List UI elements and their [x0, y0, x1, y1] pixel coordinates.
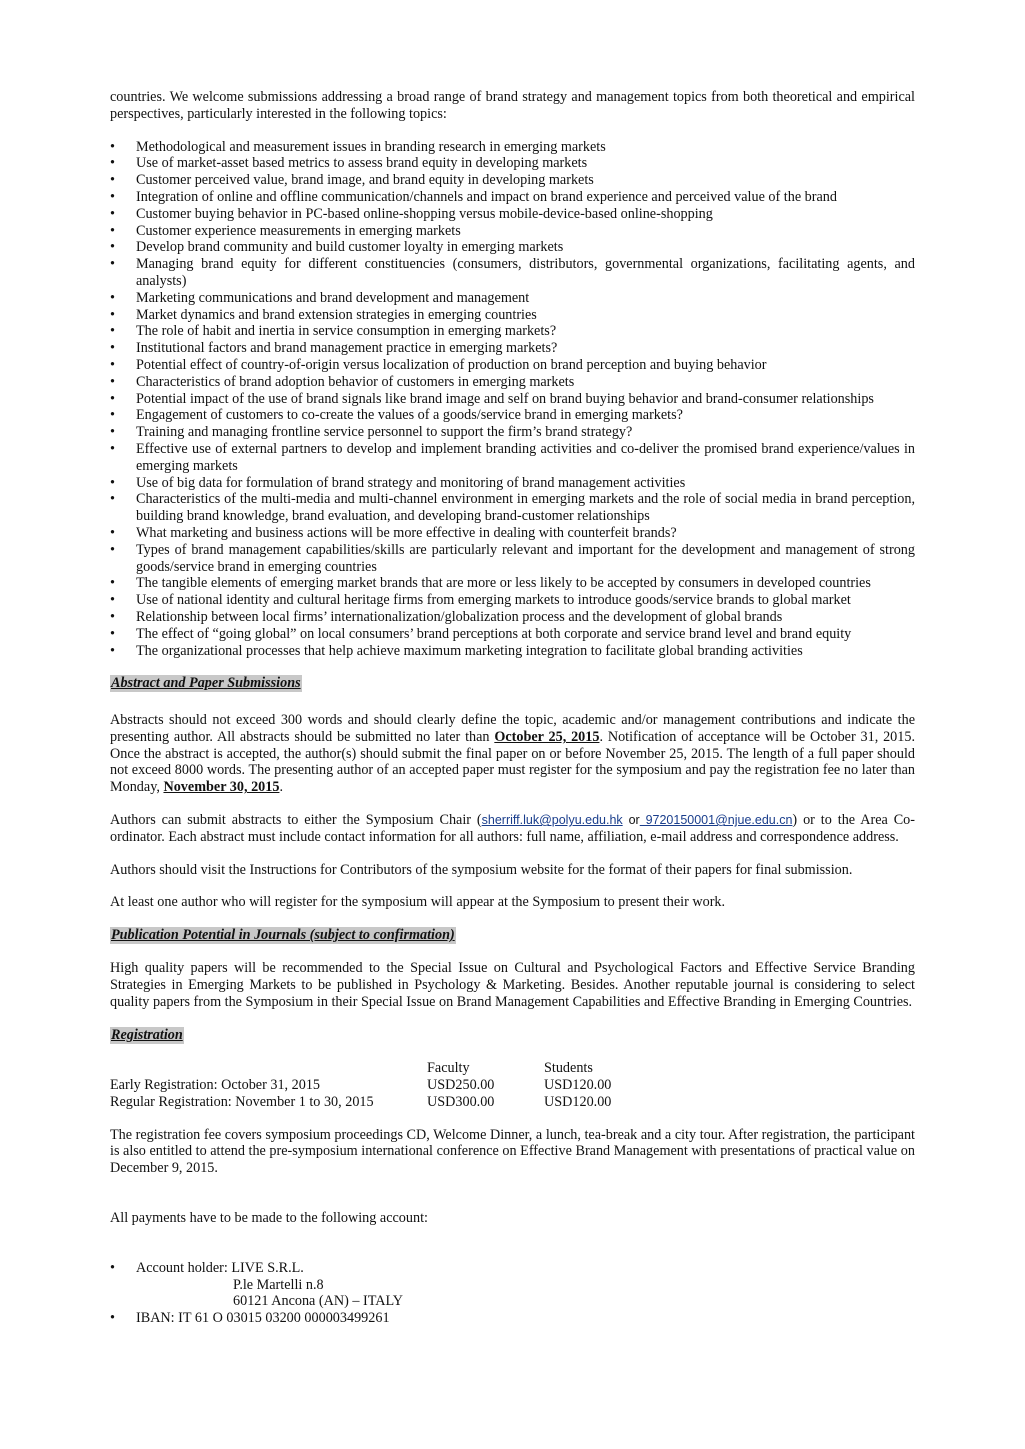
- topic-text: Market dynamics and brand extension strategies in emerging countries: [136, 306, 537, 323]
- bullet-icon: •: [110, 625, 115, 642]
- topic-item: [110, 391, 915, 408]
- topic-text: Characteristics of the multi-media and multi-channel environment in emerging markets and the role of social media in brand perception, building brand knowledge, brand evaluation, and developing brand-customer relationships: [136, 491, 915, 525]
- abstract-paragraph-2: [110, 812, 915, 846]
- fee-row-faculty: USD250.00: [427, 1077, 495, 1094]
- fee-table-header: [110, 1060, 611, 1077]
- iban-item: [110, 1310, 915, 1327]
- bullet-icon: •: [110, 205, 115, 222]
- fee-row-faculty: USD300.00: [427, 1093, 495, 1110]
- topic-item: [110, 256, 915, 290]
- topic-text: Institutional factors and brand management practice in emerging markets?: [136, 340, 558, 357]
- bullet-icon: •: [110, 1310, 115, 1327]
- fee-row-label: Early Registration: October 31, 2015: [110, 1077, 321, 1094]
- topic-item: [110, 206, 915, 223]
- account-list: [110, 1260, 915, 1327]
- bullet-icon: •: [110, 155, 115, 172]
- topic-item: [110, 357, 915, 374]
- topic-item: [110, 407, 915, 424]
- topic-item: [110, 155, 915, 172]
- topic-text: Potential impact of the use of brand signals like brand image and self on brand buying behavior and brand-consumer relationships: [136, 390, 874, 407]
- account-holder-label: Account holder: LIVE S.R.L.: [136, 1259, 304, 1276]
- bullet-icon: •: [110, 440, 115, 457]
- registration-paragraph: The registration fee covers symposium proceedings CD, Welcome Dinner, a lunch, tea-break and a city tour. After registration, the participant is also entitled to attend the pre-symposium international conference on Effective Brand Management with presentations of practical value on December 9, 2015.: [110, 1126, 915, 1177]
- topic-text: Types of brand management capabilities/skills are particularly relevant and important for the development and management of strong goods/service brand in emerging countries: [136, 541, 915, 575]
- account-address-line-2: 60121 Ancona (AN) – ITALY: [233, 1293, 404, 1310]
- registration-deadline-date: November 30, 2015: [163, 779, 280, 796]
- abstract-heading: Abstract and Paper Submissions: [111, 675, 301, 692]
- topic-item: [110, 323, 915, 340]
- iban-text: IBAN: IT 61 O 03015 03200 000003499261: [136, 1310, 390, 1327]
- topic-item: [110, 139, 915, 156]
- fee-row: [110, 1077, 611, 1094]
- bullet-icon: •: [110, 608, 115, 625]
- publication-heading: Publication Potential in Journals (subject to confirmation): [111, 927, 455, 944]
- topic-text: The tangible elements of emerging market brands that are more or less likely to be accepted by consumers in developed countries: [136, 575, 871, 592]
- topic-item: [110, 491, 915, 525]
- topic-text: Relationship between local firms’ internationalization/globalization process and the development of global brands: [136, 608, 783, 625]
- registration-fee-table: [110, 1060, 611, 1110]
- topic-item: [110, 340, 915, 357]
- bullet-icon: •: [110, 373, 115, 390]
- topic-item: [110, 223, 915, 240]
- bullet-icon: •: [110, 172, 115, 189]
- topic-text: Managing brand equity for different constituencies (consumers, distributors, governmental organizations, facilitating agents, and analysts): [136, 256, 915, 289]
- fee-header-students: Students: [544, 1060, 593, 1077]
- topic-item: [110, 374, 915, 391]
- topic-text: Customer experience measurements in emerging markets: [136, 222, 461, 239]
- bullet-icon: •: [110, 1259, 115, 1276]
- bullet-icon: •: [110, 222, 115, 239]
- bullet-icon: •: [110, 424, 115, 441]
- bullet-icon: •: [110, 541, 115, 558]
- bullet-icon: •: [110, 356, 115, 373]
- fee-row-students: USD120.00: [544, 1093, 612, 1110]
- topic-text: Characteristics of brand adoption behavior of customers in emerging markets: [136, 373, 575, 390]
- topic-item: [110, 542, 915, 576]
- topic-text: The effect of “going global” on local consumers’ brand perceptions at both corporate and service brand level and brand equity: [136, 625, 852, 642]
- fee-row: [110, 1094, 611, 1111]
- topic-text: The role of habit and inertia in service consumption in emerging markets?: [136, 323, 557, 340]
- abstract-paragraph-3: Authors should visit the Instructions for Contributors of the symposium website for the format of their papers for final submission.: [110, 861, 853, 878]
- bullet-icon: •: [110, 491, 115, 508]
- bullet-icon: •: [110, 474, 115, 491]
- topic-text: Integration of online and offline communication/channels and impact on brand experience and perceived value of the brand: [136, 188, 837, 205]
- abstract-deadline-date: October 25, 2015: [494, 728, 600, 745]
- bullet-icon: •: [110, 138, 115, 155]
- bullet-icon: •: [110, 390, 115, 407]
- topic-list: [110, 139, 915, 660]
- account-holder-item: [110, 1260, 915, 1310]
- publication-paragraph: High quality papers will be recommended to the Special Issue on Cultural and Psychological Factors and Effective Service Branding Strategies in Emerging Markets to be published in Psychology & Marketing. Besides. Another reputable journal is considering to select quality papers from the Symposium in their Special Issue on Brand Management Capabilities and Effective Branding in Emerging Countries.: [110, 960, 915, 1010]
- fee-header-faculty: Faculty: [427, 1060, 470, 1077]
- abstract-text-a: Abstracts should not exceed 300 words and should clearly define the topic, academic and/or management contributions and indicate the presenting author. All abstracts should be submitted no later than: [110, 712, 915, 745]
- topic-item: [110, 290, 915, 307]
- abstract-paragraph-4: At least one author who will register for the symposium will appear at the Symposium to present their work.: [110, 894, 726, 911]
- bullet-icon: •: [110, 239, 115, 256]
- topic-text: Use of market-asset based metrics to assess brand equity in developing markets: [136, 155, 588, 172]
- topic-text: Use of big data for formulation of brand strategy and monitoring of brand management activities: [136, 474, 686, 491]
- account-address-line-1: P.le Martelli n.8: [233, 1276, 324, 1293]
- fee-row-label: Regular Registration: November 1 to 30, 2015: [110, 1093, 374, 1110]
- section-heading-publication: [110, 927, 915, 944]
- bullet-icon: •: [110, 340, 115, 357]
- bullet-icon: •: [110, 592, 115, 609]
- abstract-paragraph-1: [110, 712, 915, 796]
- bullet-icon: •: [110, 575, 115, 592]
- topic-text: Training and managing frontline service personnel to support the firm’s brand strategy?: [136, 424, 633, 441]
- topic-item: [110, 424, 915, 441]
- topic-item: [110, 609, 915, 626]
- intro-paragraph: countries. We welcome submissions addressing a broad range of brand strategy and management topics from both theoretical and empirical perspectives, particularly interested in the following topics:: [110, 89, 915, 122]
- contact-text-b: ) or to the Area Co-ordinator. Each abstract must include contact information for all authors: full name, affiliation, e-mail address and correspondence address.: [110, 812, 915, 845]
- abstract-text-b: . Notification of acceptance will be October 31, 2015. Once the abstract is accepted, the author(s) should submit the final paper on or before November 25, 2015. The length of a full paper should not exceed 8000 words. The presenting author of an accepted paper must register for the symposium and pay the registration fee no later than Monday,: [110, 728, 915, 796]
- topic-item: [110, 239, 915, 256]
- topic-item: [110, 525, 915, 542]
- topic-text: Customer perceived value, brand image, and brand equity in developing markets: [136, 172, 594, 189]
- bullet-icon: •: [110, 642, 115, 659]
- or-text: or: [628, 813, 640, 828]
- topic-item: [110, 592, 915, 609]
- coordinator-email-link[interactable]: 9720150001@njue.edu.cn: [639, 813, 793, 828]
- fee-header-empty: [110, 1060, 427, 1077]
- topic-text: Use of national identity and cultural heritage firms from emerging markets to introduce goods/service brands to global market: [136, 592, 851, 609]
- topic-item: [110, 441, 915, 475]
- topic-text: Effective use of external partners to develop and implement branding activities and co-deliver the promised brand experience/values in emerging markets: [136, 440, 915, 474]
- topic-item: [110, 643, 915, 660]
- topic-item: [110, 575, 915, 592]
- bullet-icon: •: [110, 323, 115, 340]
- topic-item: [110, 626, 915, 643]
- section-heading-abstract: [110, 675, 915, 692]
- topic-text: What marketing and business actions will be more effective in dealing with counterfeit brands?: [136, 524, 677, 541]
- topic-item: [110, 172, 915, 189]
- topic-text: Methodological and measurement issues in branding research in emerging markets: [136, 138, 606, 155]
- topic-text: Customer buying behavior in PC-based online-shopping versus mobile-device-based online-shopping: [136, 205, 713, 222]
- document-page: [110, 89, 915, 1327]
- topic-text: Develop brand community and build customer loyalty in emerging markets: [136, 239, 564, 256]
- topic-text: The organizational processes that help achieve maximum marketing integration to facilitate global branding activities: [136, 642, 803, 659]
- section-heading-registration: [110, 1027, 915, 1044]
- topic-item: [110, 475, 915, 492]
- registration-heading: Registration: [111, 1027, 183, 1044]
- payment-paragraph: All payments have to be made to the following account:: [110, 1210, 428, 1227]
- abstract-text-c: .: [279, 779, 283, 796]
- bullet-icon: •: [110, 188, 115, 205]
- bullet-icon: •: [110, 289, 115, 306]
- contact-text-a: Authors can submit abstracts to either the Symposium Chair (: [110, 812, 482, 829]
- bullet-icon: •: [110, 407, 115, 424]
- topic-text: Potential effect of country-of-origin versus localization of production on brand perception and buying behavior: [136, 356, 767, 373]
- bullet-icon: •: [110, 524, 115, 541]
- topic-text: Marketing communications and brand development and management: [136, 289, 530, 306]
- bullet-icon: •: [110, 256, 115, 273]
- topic-item: [110, 189, 915, 206]
- fee-row-students: USD120.00: [544, 1077, 612, 1094]
- topic-text: Engagement of customers to co-create the values of a goods/service brand in emerging markets?: [136, 407, 683, 424]
- topic-item: [110, 307, 915, 324]
- chair-email-link[interactable]: sherriff.luk@polyu.edu.hk: [481, 813, 623, 828]
- bullet-icon: •: [110, 306, 115, 323]
